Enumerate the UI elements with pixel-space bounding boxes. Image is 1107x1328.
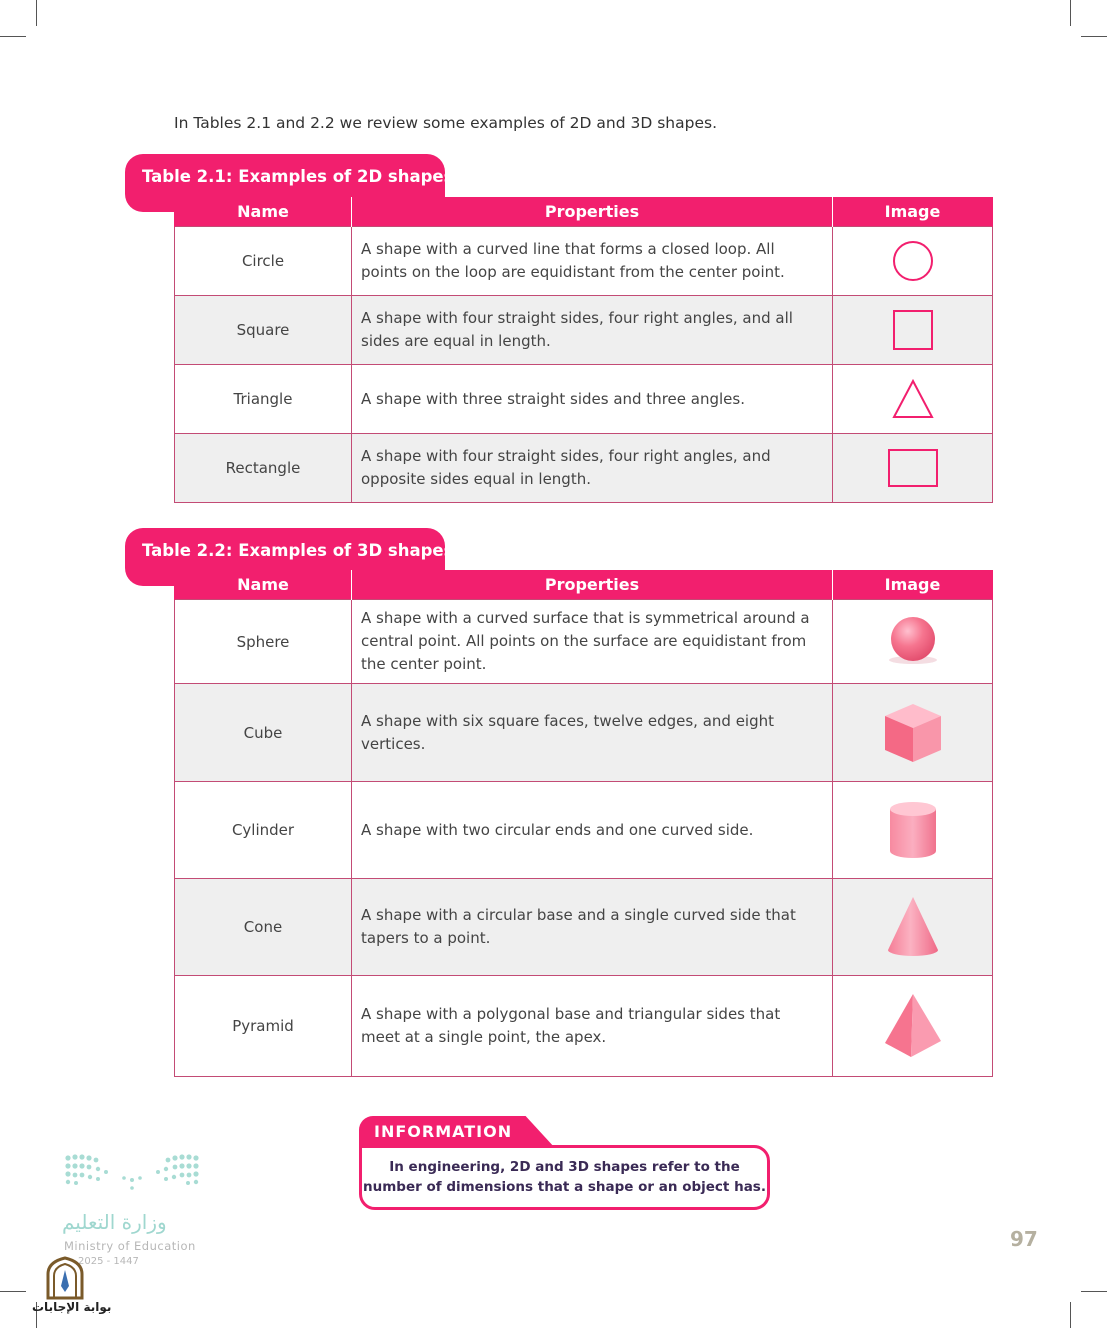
column-header-image: Image — [833, 570, 993, 600]
shape-properties: A shape with a circular base and a single curved side that tapers to a point. — [352, 879, 833, 976]
shape-properties: A shape with a curved surface that is symmetrical around a central point. All points on the surface are equidistant from the center point. — [352, 600, 833, 684]
image-cell — [833, 365, 993, 434]
shape-name: Cube — [175, 684, 352, 782]
image-cell — [833, 600, 993, 684]
shapes-table — [174, 197, 993, 503]
image-cell — [833, 879, 993, 976]
cone-icon — [884, 894, 942, 960]
table-row — [175, 600, 993, 684]
image-cell — [833, 684, 993, 782]
cube-icon — [881, 700, 945, 766]
image-cell — [833, 434, 993, 503]
site-emblem-icon — [44, 1256, 86, 1300]
image-cell — [833, 782, 993, 879]
triangle-outline-icon — [891, 378, 935, 420]
site-name: بوابة الإجابات — [32, 1300, 112, 1314]
shape-properties: A shape with a polygonal base and triangular sides that meet at a single point, the apex. — [352, 976, 833, 1077]
shape-name: Square — [175, 296, 352, 365]
ministry-name-arabic: وزارة التعليم — [62, 1210, 167, 1234]
square-outline-icon — [891, 308, 935, 352]
crop-mark — [36, 0, 37, 26]
crop-mark — [0, 1291, 26, 1292]
shape-name: Cylinder — [175, 782, 352, 879]
shape-name: Circle — [175, 227, 352, 296]
crop-mark — [1070, 0, 1071, 26]
shape-properties: A shape with three straight sides and three angles. — [352, 365, 833, 434]
cylinder-icon — [886, 797, 940, 863]
ministry-logo-icon — [62, 1150, 202, 1200]
table-row — [175, 782, 993, 879]
information-text: In engineering, 2D and 3D shapes refer to the number of dimensions that a shape or an object has. — [363, 1159, 766, 1195]
shape-name: Sphere — [175, 600, 352, 684]
column-header-properties: Properties — [352, 197, 833, 227]
page-number: 97 — [1010, 1227, 1038, 1251]
shape-name: Pyramid — [175, 976, 352, 1077]
intro-text: In Tables 2.1 and 2.2 we review some examples of 2D and 3D shapes. — [174, 114, 717, 132]
sphere-icon — [883, 614, 943, 670]
table-row — [175, 976, 993, 1077]
column-header-properties: Properties — [352, 570, 833, 600]
information-title: INFORMATION — [374, 1122, 513, 1141]
table-caption: Table 2.2: Examples of 3D shapes — [142, 541, 454, 560]
image-cell — [833, 976, 993, 1077]
shape-properties: A shape with two circular ends and one curved side. — [352, 782, 833, 879]
shape-properties: A shape with a curved line that forms a closed loop. All points on the loop are equidistant from the center point. — [352, 227, 833, 296]
ministry-year: 2025 - 1447 — [78, 1256, 139, 1267]
image-cell — [833, 227, 993, 296]
crop-mark — [0, 36, 26, 37]
column-header-image: Image — [833, 197, 993, 227]
shape-properties: A shape with six square faces, twelve edges, and eight vertices. — [352, 684, 833, 782]
column-header-name: Name — [175, 197, 352, 227]
shape-properties: A shape with four straight sides, four right angles, and all sides are equal in length. — [352, 296, 833, 365]
rectangle-outline-icon — [886, 447, 940, 489]
image-cell — [833, 296, 993, 365]
shapes-table — [174, 570, 993, 1077]
table-row — [175, 434, 993, 503]
column-header-name: Name — [175, 570, 352, 600]
table-row — [175, 684, 993, 782]
table-row — [175, 227, 993, 296]
shape-name: Triangle — [175, 365, 352, 434]
table-row — [175, 879, 993, 976]
table-row — [175, 296, 993, 365]
pyramid-icon — [881, 991, 945, 1061]
shape-properties: A shape with four straight sides, four right angles, and opposite sides equal in length. — [352, 434, 833, 503]
table-caption: Table 2.1: Examples of 2D shapes — [142, 167, 454, 186]
crop-mark — [1081, 36, 1107, 37]
ministry-name-english: Ministry of Education — [64, 1239, 196, 1253]
shape-name: Rectangle — [175, 434, 352, 503]
shape-name: Cone — [175, 879, 352, 976]
circle-outline-icon — [891, 239, 935, 283]
crop-mark — [1070, 1302, 1071, 1328]
table-row — [175, 365, 993, 434]
crop-mark — [1081, 1291, 1107, 1292]
